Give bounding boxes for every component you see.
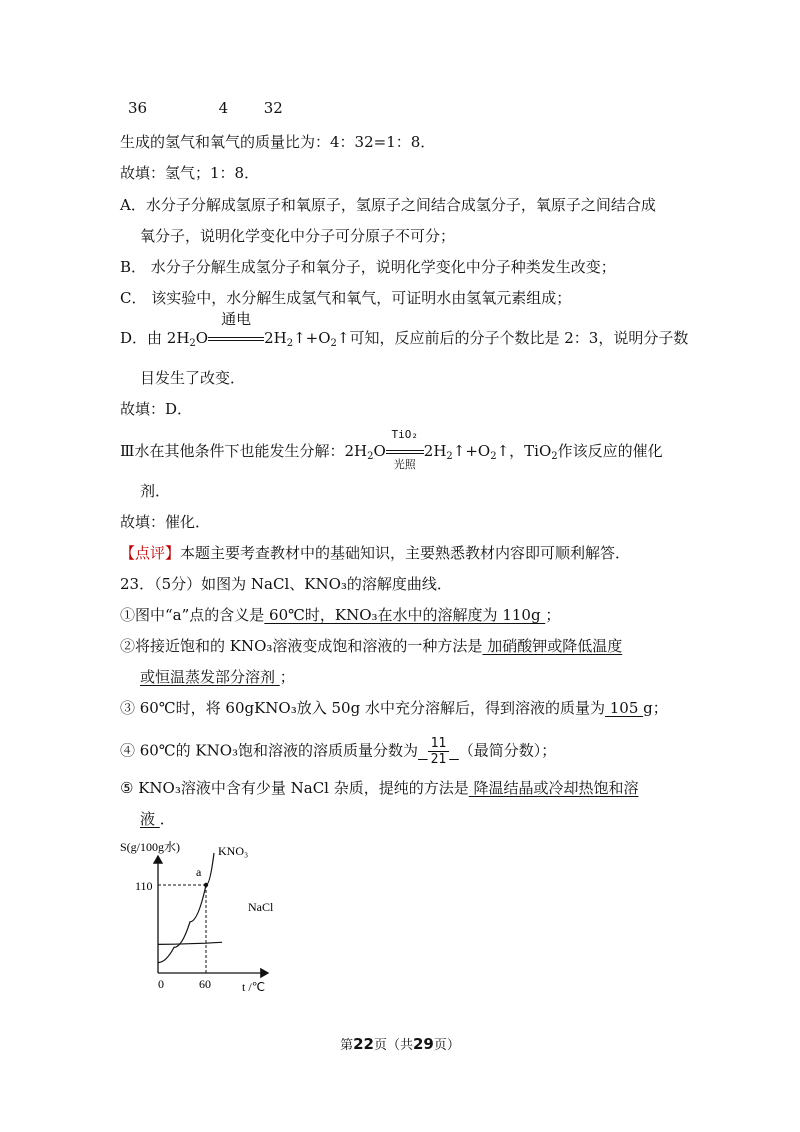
number-4: 4 bbox=[218, 99, 229, 117]
reaction-condition-electrolysis: 通电 bbox=[208, 328, 264, 348]
x-axis-label: t /℃ bbox=[242, 980, 266, 994]
page-footer: 第22页（共29页） bbox=[340, 1035, 460, 1053]
nacl-label: NaCl bbox=[248, 900, 274, 914]
x-tick-0: 0 bbox=[158, 977, 164, 991]
question-23-title: 23．（5分）如图为 NaCl、KNO₃的溶解度曲线． bbox=[120, 575, 452, 593]
part3-line2: 剂． bbox=[140, 482, 171, 500]
q2-line2: 或恒温蒸发部分溶剂 ； bbox=[140, 668, 295, 686]
nacl-curve bbox=[158, 942, 222, 944]
answer-catalyst: 故填：催化． bbox=[120, 513, 211, 531]
q3: ③ 60℃时，将 60gKNO₃放入 50g 水中充分溶解后，得到溶液的质量为 105 g； bbox=[120, 699, 668, 717]
mass-ratio-line: 生成的氢气和氧气的质量比为：4：32=1：8． bbox=[120, 133, 436, 151]
q5-line2: 液 ． bbox=[140, 810, 175, 828]
calc-numbers bbox=[128, 98, 283, 118]
point-a bbox=[204, 883, 208, 887]
option-a-line2: 氧分子，说明化学变化中分子可分原子不可分； bbox=[140, 227, 456, 245]
number-36: 36 bbox=[128, 99, 148, 117]
q5-line1: ⑤ KNO₃溶液中含有少量 NaCl 杂质，提纯的方法是 降温结晶或冷却热饱和溶 bbox=[120, 779, 639, 797]
q2-answer-part1: 加硝酸钾或降低温度 bbox=[482, 637, 623, 655]
q4-answer-fraction: $\frac{11}{21}$ bbox=[428, 736, 450, 767]
y-tick-110: 110 bbox=[135, 879, 153, 893]
q2-answer-part2: 或恒温蒸发部分溶剂 bbox=[140, 668, 280, 686]
q5-answer-part2: 液 bbox=[140, 810, 160, 828]
total-pages: 29 bbox=[413, 1035, 434, 1053]
q1-answer: 60℃时，KNO₃在水中的溶解度为 110g bbox=[264, 606, 546, 624]
reaction-condition-catalyst: TiO₂ 光照 bbox=[386, 441, 424, 461]
q3-answer: 105 bbox=[604, 699, 644, 717]
option-a-line1: A．水分子分解成氢原子和氧原子，氢原子之间结合成氢分子，氧原子之间结合成 bbox=[120, 196, 656, 214]
kno3-label: KNO₃ bbox=[218, 844, 249, 858]
part3-line1: Ⅲ水在其他条件下也能发生分解：$2H_2O$ TiO₂ 光照 $2H_2↑+O_2↑$，TiO$_2$作该反应的催化 bbox=[120, 428, 663, 471]
option-b: B． 水分子分解生成氢分子和氧分子，说明化学变化中分子种类发生改变； bbox=[120, 258, 616, 276]
y-axis-label: S(g/100g水) bbox=[120, 840, 181, 854]
point-a-label: a bbox=[196, 865, 202, 879]
comment: 【点评】本题主要考查教材中的基础知识，主要熟悉教材内容即可顺利解答． bbox=[120, 544, 631, 562]
option-d-line2: 目发生了改变． bbox=[140, 369, 246, 387]
current-page: 22 bbox=[353, 1035, 374, 1053]
q4: ④ 60℃的 KNO₃饱和溶液的溶质质量分数为 $\frac{11}{21}$ （最简分数）； bbox=[120, 736, 557, 767]
option-c: C． 该实验中，水分解生成氢气和氧气，可证明水由氢氧元素组成； bbox=[120, 289, 572, 307]
q5-answer-part1: 降温结晶或冷却热饱和溶 bbox=[468, 779, 639, 797]
q1: ①图中“a”点的含义是 60℃时，KNO₃在水中的溶解度为 110g ； bbox=[120, 606, 561, 624]
number-32: 32 bbox=[263, 99, 283, 117]
answer-hydrogen: 故填：氢气；1：8． bbox=[120, 164, 260, 182]
answer-d: 故填：D． bbox=[120, 400, 193, 418]
comment-tag: 【点评】 bbox=[120, 544, 181, 562]
solubility-chart bbox=[118, 838, 288, 998]
q2-line1: ②将接近饱和的 KNO₃溶液变成饱和溶液的一种方法是 加硝酸钾或降低温度 bbox=[120, 637, 623, 655]
option-d-line1: D．由 $2H_2O$ 通电 $2H_2↑+O_2↑$可知，反应前后的分子个数比是 2：3，说明分子数 bbox=[120, 310, 689, 349]
x-tick-60: 60 bbox=[199, 977, 211, 991]
